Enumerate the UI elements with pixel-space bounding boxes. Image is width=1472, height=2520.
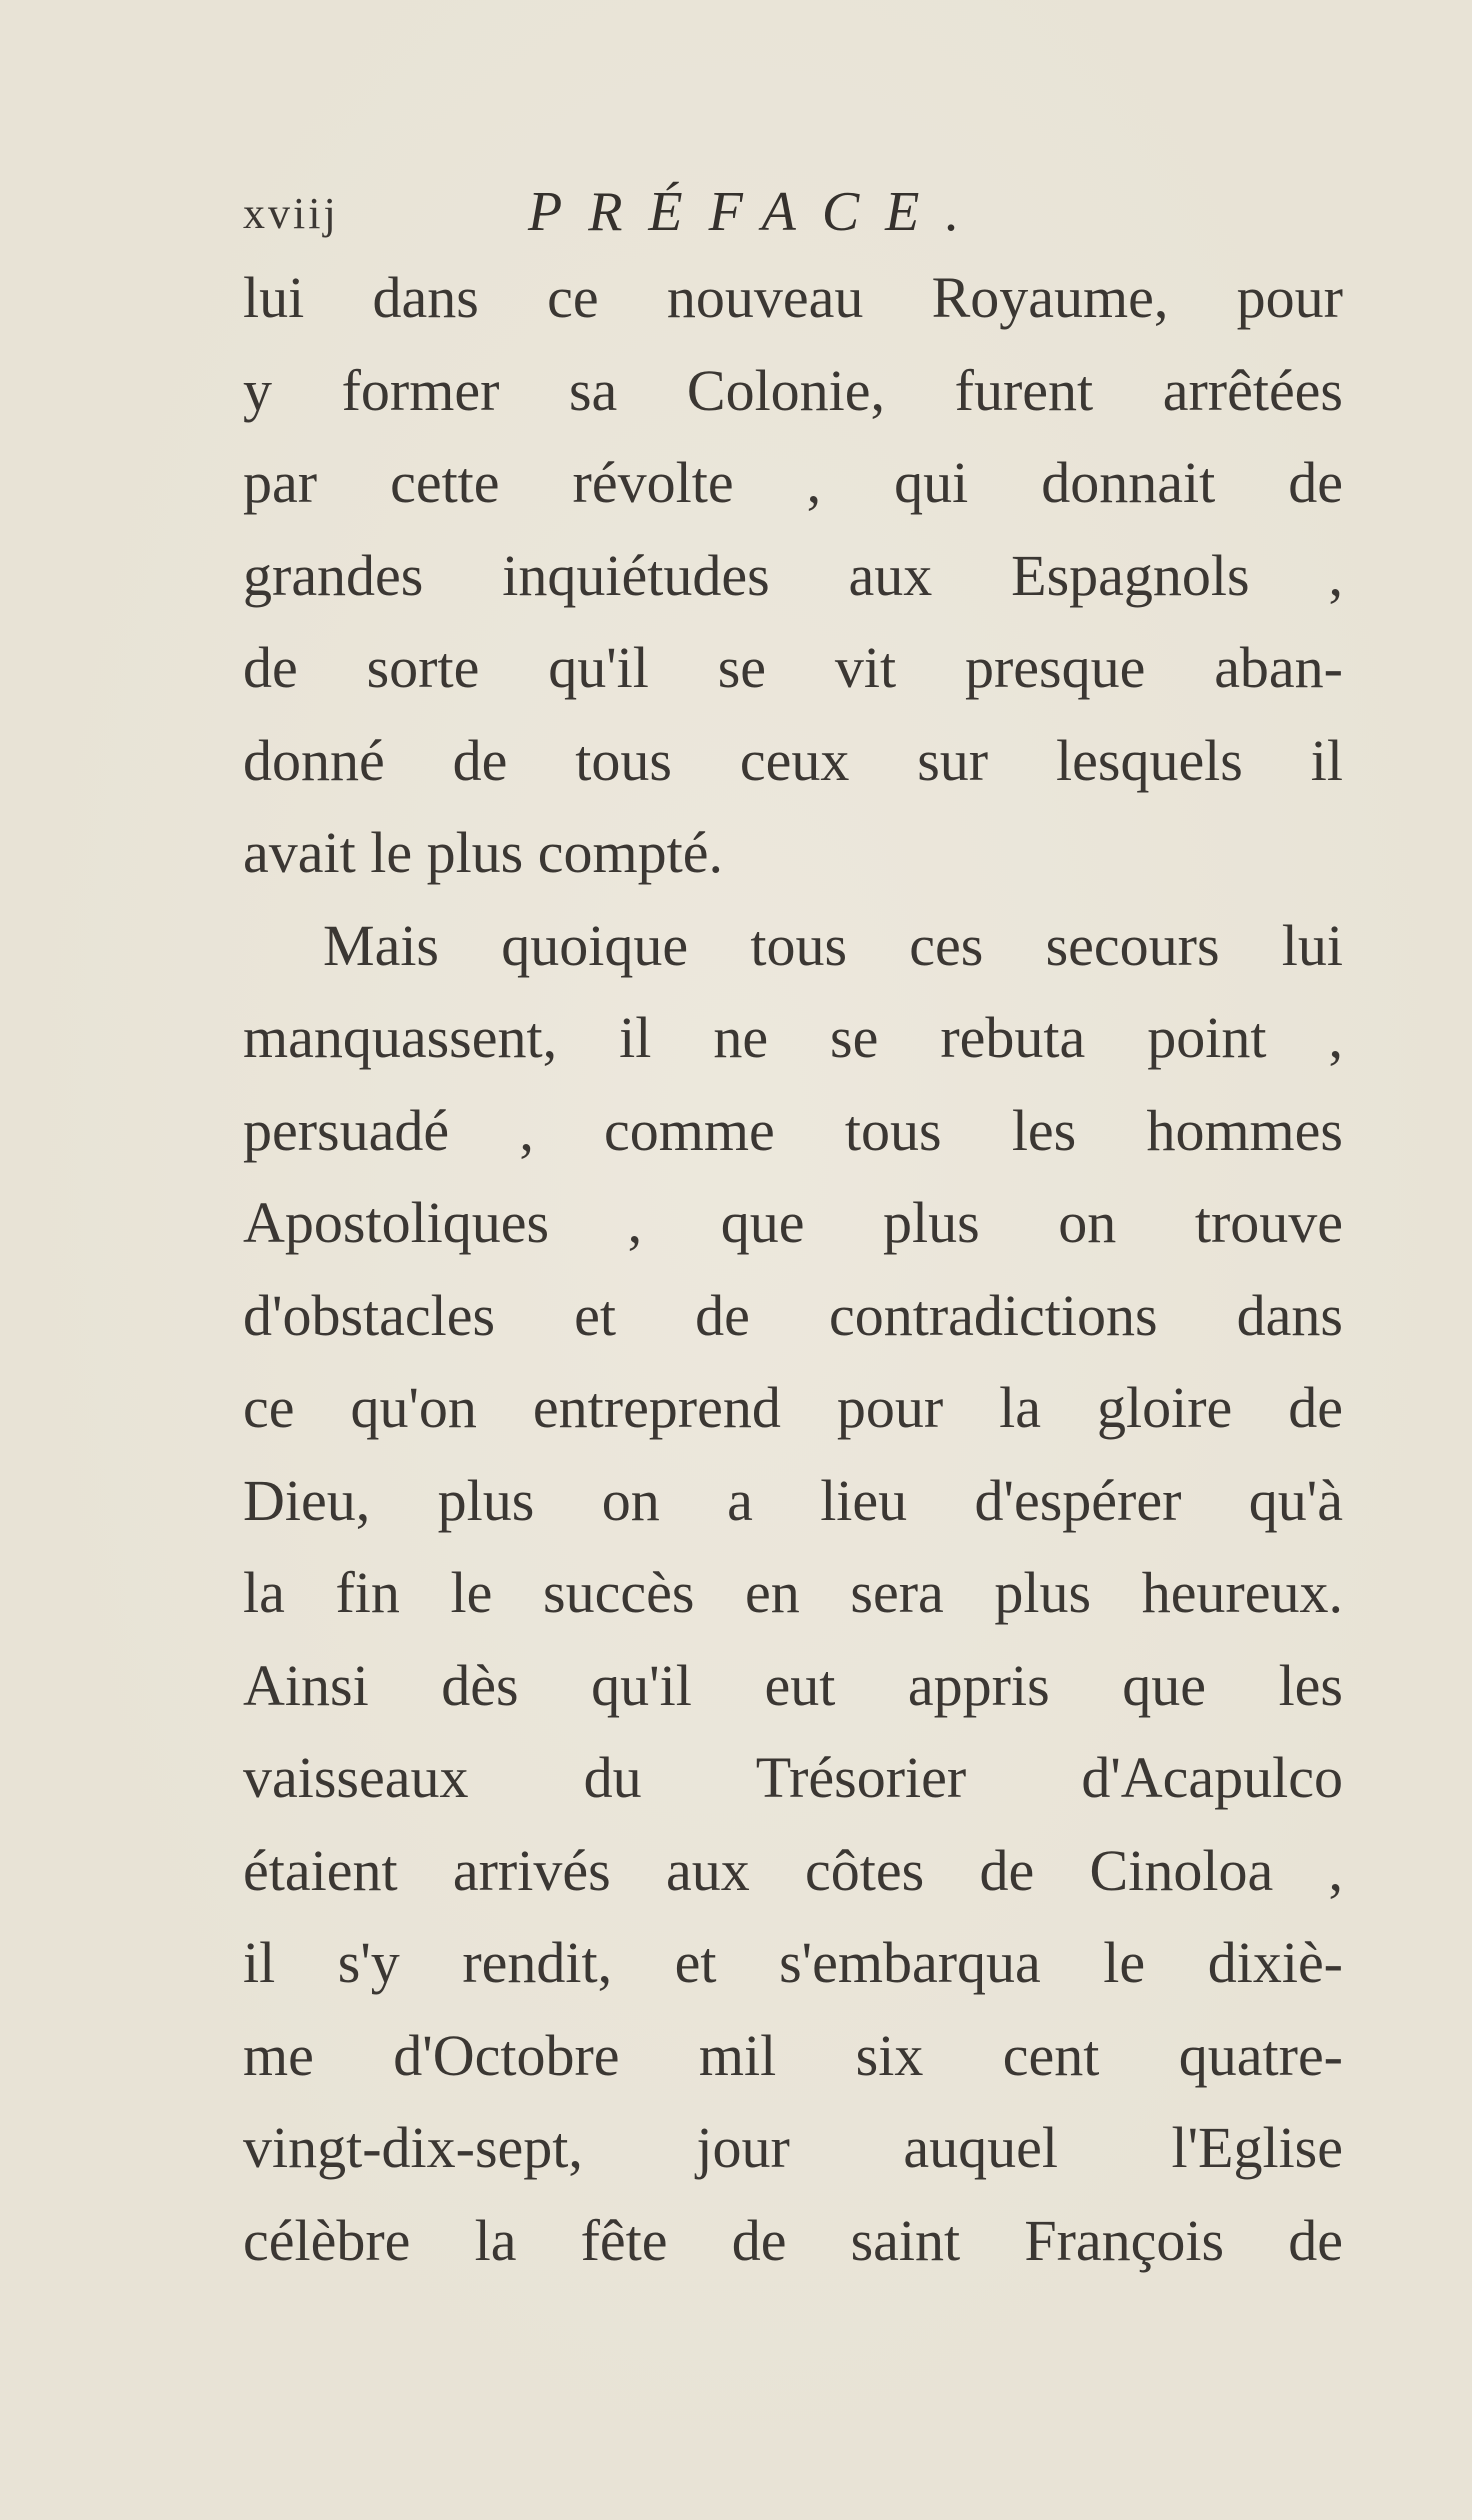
text-line: persuadé , comme tous les hommes bbox=[243, 1097, 1343, 1163]
paragraph-1 bbox=[243, 252, 1343, 900]
text-line: ce qu'on entreprend pour la gloire de bbox=[243, 1375, 1343, 1440]
text-line: Mais quoique tous ces secours lui bbox=[323, 912, 1343, 978]
text-line: me d'Octobre mil six cent quatre- bbox=[243, 2022, 1343, 2088]
text-line: il s'y rendit, et s'embarqua le dixiè- bbox=[243, 1930, 1343, 1995]
text-line: y former sa Colonie, furent arrêtées bbox=[243, 357, 1343, 423]
body-text bbox=[243, 252, 1343, 2287]
text-line: manquassent, il ne se rebuta point , bbox=[243, 1005, 1343, 1070]
running-title: PRÉFACE. bbox=[528, 181, 986, 243]
paragraph-2 bbox=[243, 900, 1343, 2288]
text-line: Dieu, plus on a lieu d'espérer qu'à bbox=[243, 1467, 1343, 1533]
text-line: la fin le succès en sera plus heureux. bbox=[243, 1560, 1343, 1625]
text-line: avait le plus compté. bbox=[243, 820, 723, 885]
text-line: étaient arrivés aux côtes de Cinoloa , bbox=[243, 1837, 1343, 1903]
text-line: d'obstacles et de contradictions dans bbox=[243, 1282, 1343, 1348]
text-line: de sorte qu'il se vit presque aban- bbox=[243, 635, 1343, 700]
text-line: vaisseaux du Trésorier d'Acapulco bbox=[243, 1745, 1343, 1810]
text-line: par cette révolte , qui donnait de bbox=[243, 450, 1343, 515]
text-line: lui dans ce nouveau Royaume, pour bbox=[243, 265, 1343, 330]
text-line: célèbre la fête de saint François de bbox=[243, 2207, 1343, 2273]
text-line: grandes inquiétudes aux Espagnols , bbox=[243, 542, 1343, 608]
text-line: vingt-dix-sept, jour auquel l'Eglise bbox=[243, 2115, 1343, 2180]
text-line: donné de tous ceux sur lesquels il bbox=[243, 727, 1343, 793]
page-header bbox=[243, 180, 1343, 260]
page-number: xviij bbox=[243, 189, 339, 238]
text-line: Ainsi dès qu'il eut appris que les bbox=[243, 1652, 1343, 1718]
text-line: Apostoliques , que plus on trouve bbox=[243, 1190, 1343, 1255]
